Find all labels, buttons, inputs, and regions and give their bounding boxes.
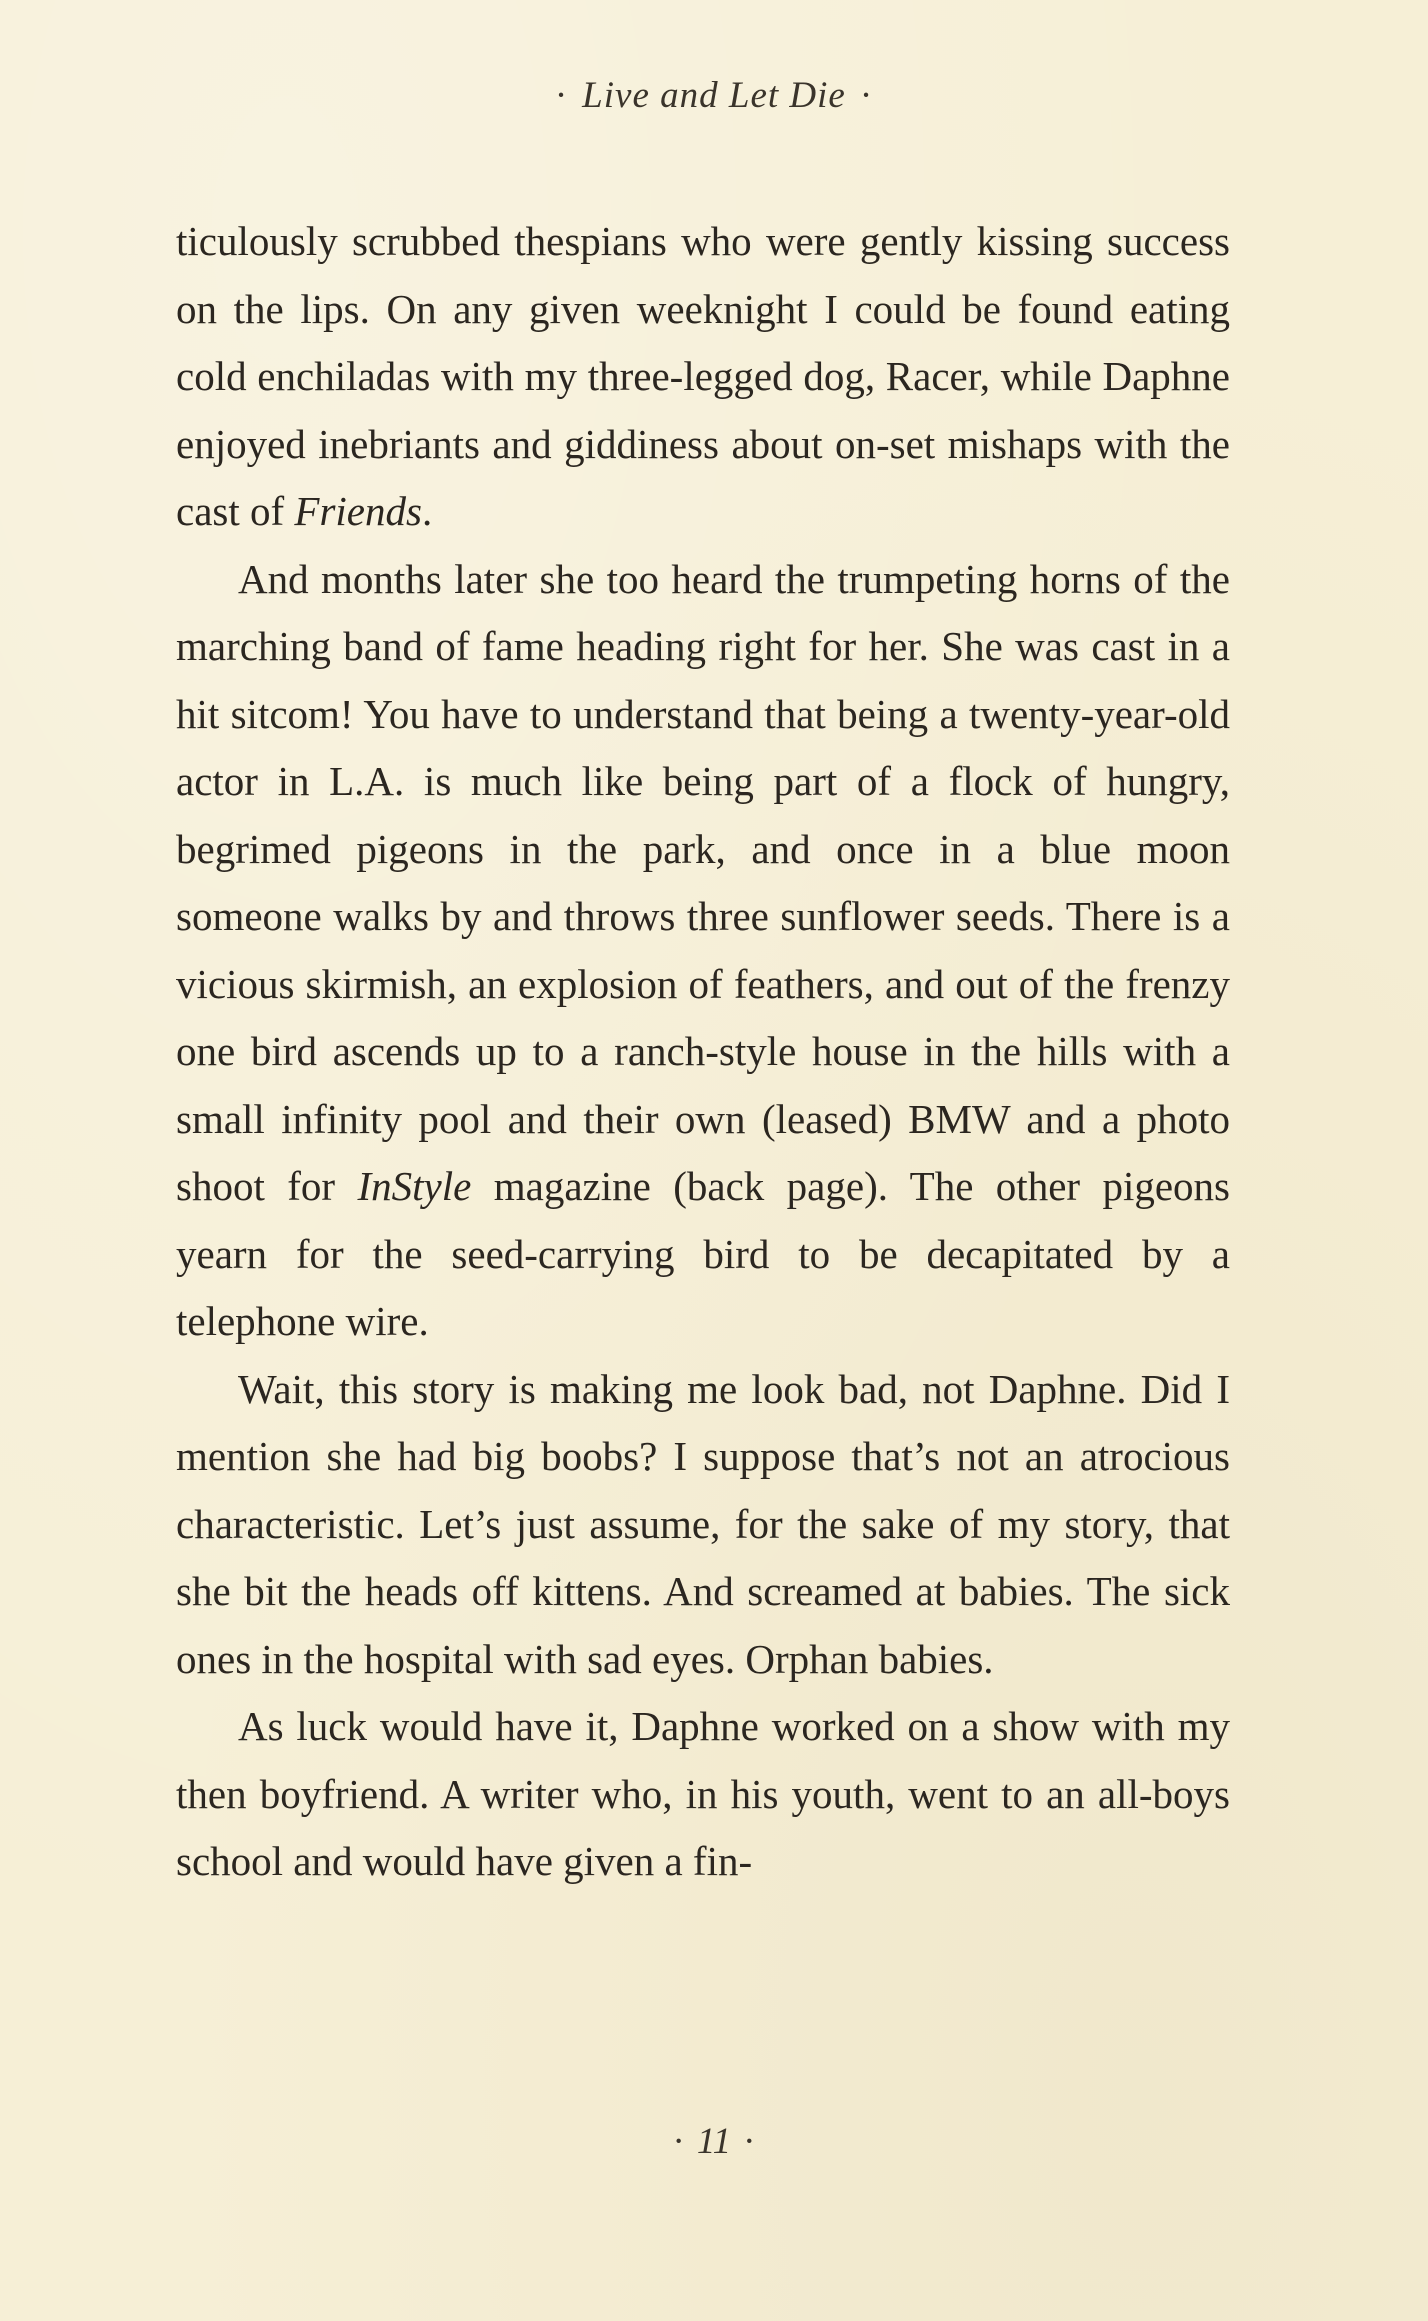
paragraph-2	[176, 546, 1230, 1356]
paragraph-4	[176, 1693, 1230, 1896]
show-title-friends: Friends	[294, 488, 422, 534]
running-head-dot-right: ·	[859, 75, 874, 116]
paragraph-4-text: As luck would have it, Daphne worked on a show with my then boyfriend. A writer who, in his youth, went to an all-boys school and would have given a fin-	[176, 1703, 1230, 1884]
running-head-title: Live and Let Die	[582, 75, 846, 116]
page-number	[0, 2120, 1428, 2163]
magazine-title-instyle: InStyle	[357, 1163, 472, 1209]
folio-dot-right: ·	[743, 2121, 756, 2162]
running-head	[0, 74, 1428, 117]
page-number-value: 11	[696, 2121, 732, 2162]
paragraph-3-text: Wait, this story is making me look bad, not Daphne. Did I mention she had big boobs? I suppose that’s not an atrocious characteristic. Let’s just assume, for the sake of my story, that she bit the heads off kittens. And screamed at babies. The sick ones in the hospital with sad eyes. Orphan babies.	[176, 1365, 1230, 1682]
running-head-dot-left: ·	[554, 75, 569, 116]
paragraph-1-end: .	[421, 488, 433, 534]
body-text	[176, 208, 1230, 1896]
paragraph-1-text: ticulously scrubbed thespians who were gently kissing success on the lips. On any given weeknight I could be found eating cold enchiladas with my three-legged dog, Racer, while Daphne enjoyed inebriants and giddiness about on-set mishaps with the cast of	[176, 218, 1230, 534]
paragraph-2-end: magazine (back page). The other pigeons yearn for the seed-carrying bird to be decapitated by a telephone wire.	[176, 1163, 1230, 1344]
paragraph-3	[176, 1356, 1230, 1694]
folio-dot-left: ·	[672, 2121, 685, 2162]
paragraph-1	[176, 208, 1230, 546]
paragraph-2-text: And months later she too heard the trumpeting horns of the marching band of fame heading right for her. She was cast in a hit sitcom! You have to understand that being a twenty-year-old actor in L.A. is much like being part of a flock of hungry, begrimed pigeons in the park, and once in a blue moon someone walks by and throws three sunflower seeds. There is a vicious skirmish, an explosion of feathers, and out of the frenzy one bird ascends up to a ranch-style house in the hills with a small infinity pool and their own (leased) BMW and a photo shoot for	[176, 555, 1230, 1209]
